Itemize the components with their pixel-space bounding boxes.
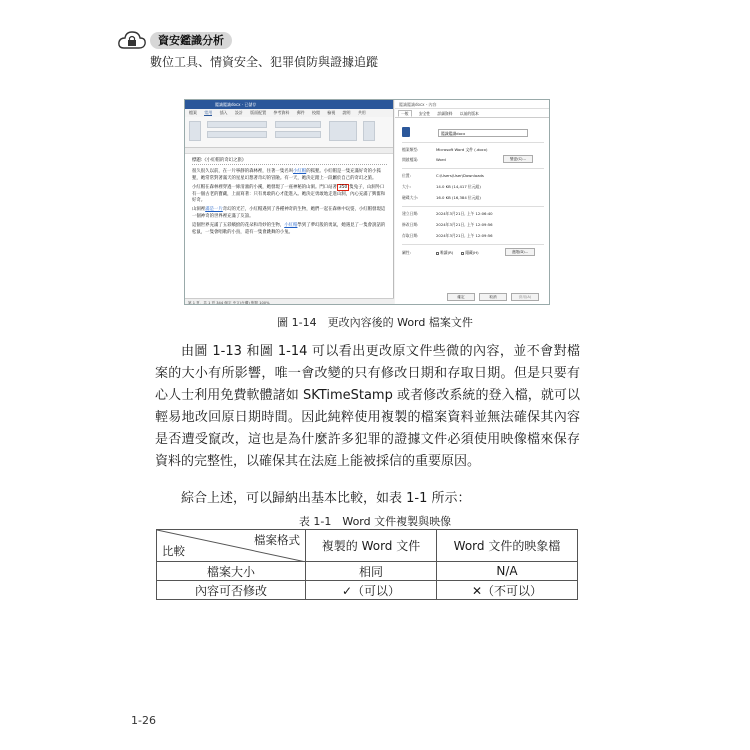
tab-file[interactable]: 檔案 — [189, 110, 197, 115]
tab-security[interactable]: 安全性 — [418, 111, 431, 116]
book-title-chip: 資安鑑識分析 — [150, 32, 232, 49]
figure-caption: 圖 1-14 更改內容後的 Word 檔案文件 — [277, 316, 473, 329]
word-document-page[interactable] — [188, 155, 391, 296]
doc-paragraph: 很久很久以前，在一片寧靜的森林裡，住著一隻名叫小紅帽的狐狸。小紅帽是一隻充滿好奇的小狐狸，她常常對著滿天的星星幻想著奇幻的冒險。有一天，她決定踏上一段屬於自己的奇幻之旅。 — [192, 169, 381, 181]
tab-layout[interactable]: 版面配置 — [250, 110, 267, 115]
table-row — [157, 562, 578, 581]
tab-previous-versions[interactable]: 以前的版本 — [459, 111, 479, 116]
doc-paragraph: 山洞裡滿是一片奇幻的光芒，小紅帽遇到了各種神奇的生物，她們一起在森林中玩耍，小紅帽發現這一個神奇的世界裡充滿了友誼。 — [192, 207, 386, 219]
word-status-bar: 第 1 頁，共 1 頁 344 個字 中文(台灣) 焦點 100% — [185, 298, 394, 305]
alignment-buttons[interactable] — [275, 131, 321, 138]
corner-label-bottom: 比較 — [162, 544, 185, 558]
tab-insert[interactable]: 插入 — [219, 110, 228, 115]
word-ruler — [185, 148, 393, 154]
figure-screenshot — [184, 99, 550, 305]
column-header: Word 文件的映象檔 — [437, 530, 578, 562]
table-row — [157, 581, 578, 600]
paragraph: 由圖 1-13 和圖 1-14 可以看出更改原文件些微的內容，並不會對檔案的大小有所影響，唯一會改變的只有修改日期和存取日期。但是只要有心人士利用免費軟體諸如 SKTimeStamp 或者修改系統的登入檔，就可以輕易地改回原日期時間。因此純粹使用複製的檔案資料並無法確保其內容是否遭受竄改，這也是為什麼許多犯罪的證據文件必須使用映像檔來保存資料的完整性，以確保其在法庭上能被採信的重要原因。 — [155, 344, 580, 469]
word-ribbon-tabs — [185, 109, 393, 117]
hidden-checkbox[interactable] — [461, 252, 464, 255]
word-ribbon — [185, 117, 393, 148]
prop-size: 大小: 14.0 KB (14,417 位元組) — [402, 184, 481, 189]
doc-paragraph: 這個世界充滿了五彩繽紛的花朵和奇妙的生物，小紅帽學到了夢幻般的勇氣，她遇見了一隻會說話的松鼠，一隻會唱歌的小鳥，還有一隻會跳舞的小兔。 — [192, 223, 386, 235]
cancel-button[interactable]: 取消 — [479, 293, 507, 301]
paste-button[interactable] — [189, 121, 201, 141]
divider — [402, 244, 544, 245]
filename-field[interactable]: 鑑識鑑識docx — [438, 129, 528, 137]
prop-accessed: 存取日期: 2024年3月21日, 上午 12:09:56 — [402, 233, 493, 238]
advanced-button[interactable]: 進階(D)... — [505, 248, 535, 256]
table-cell: N/A — [437, 562, 578, 581]
prop-size-on-disk: 磁碟大小: 16.0 KB (16,384 位元組) — [402, 195, 481, 200]
divider — [402, 168, 544, 169]
change-button[interactable]: 變更(C)... — [503, 155, 533, 163]
prop-attributes: 屬性: 唯讀(R) 隱藏(H) — [402, 250, 479, 255]
doc-heading: 標題:《小紅帽的奇幻之旅》 — [192, 158, 387, 165]
paragraph-buttons[interactable] — [275, 121, 321, 128]
tab-home[interactable]: 常用 — [204, 110, 213, 115]
paragraph: 綜合上述，可以歸納出基本比較，如表 1-1 所示： — [181, 491, 471, 506]
tab-help[interactable]: 說明 — [342, 110, 351, 115]
table-corner-cell — [157, 530, 306, 562]
ok-button[interactable]: 確定 — [447, 293, 475, 301]
corner-label-top: 檔案格式 — [254, 533, 300, 547]
tab-design[interactable]: 設計 — [234, 110, 243, 115]
table-caption: 表 1-1 Word 文件複製與映像 — [298, 515, 452, 528]
tab-view[interactable]: 檢視 — [327, 110, 336, 115]
word-title-bar: 鑑識鑑識docx · 已儲存 — [185, 100, 393, 109]
divider — [402, 206, 544, 207]
styles-gallery[interactable] — [329, 121, 357, 141]
tab-review[interactable]: 校閱 — [311, 110, 320, 115]
prop-created: 建立日期: 2024年3月21日, 上午 12:06:40 — [402, 211, 493, 216]
tab-references[interactable]: 參考資料 — [273, 110, 290, 115]
cloud-lock-icon — [117, 29, 147, 53]
tab-general[interactable]: 一般 — [398, 110, 412, 117]
comparison-table — [156, 529, 578, 600]
prop-location: 位置: C:\Users\User\Downloads — [402, 173, 484, 178]
table-cell: ✕（不可以） — [437, 581, 578, 600]
edit-button[interactable] — [363, 121, 375, 141]
share-button[interactable]: 共用 — [357, 110, 366, 115]
font-selector[interactable] — [207, 121, 267, 128]
page-number: 1-26 — [131, 714, 156, 727]
table-cell: ✓（可以） — [306, 581, 437, 600]
divider — [402, 142, 544, 143]
book-subtitle: 數位工具、情資安全、犯罪偵防與證據追蹤 — [150, 55, 379, 69]
word-window — [185, 100, 394, 305]
tab-details[interactable]: 詳細資料 — [437, 111, 453, 116]
doc-paragraph: 小紅帽在森林裡穿過一條清澈的小溪，她發現了一座神秘的山洞。門口站著 350 隻兔子，山洞外口有一個古老的寶藏，上面寫著：只有勇敢的心才能進入。她決定勇敢地走進山洞，內心充滿了興奮和好奇。 — [192, 185, 386, 204]
row-label: 檔案大小 — [157, 562, 306, 581]
properties-dialog — [395, 100, 550, 305]
word-file-icon — [402, 127, 410, 137]
row-label: 內容可否修改 — [157, 581, 306, 600]
table-header-row — [157, 530, 578, 562]
table-cell: 相同 — [306, 562, 437, 581]
edited-highlight: 350 — [338, 185, 348, 191]
body-text — [155, 341, 580, 510]
prop-opens-with: 開啟檔案: Word — [402, 157, 446, 162]
apply-button[interactable]: 套用(A) — [511, 293, 539, 301]
dialog-tabs — [395, 109, 550, 118]
font-format-buttons[interactable] — [207, 131, 267, 138]
prop-modified: 修改日期: 2024年3月21日, 上午 12:09:56 — [402, 222, 493, 227]
tab-mailings[interactable]: 郵件 — [296, 110, 305, 115]
readonly-checkbox[interactable] — [436, 252, 439, 255]
column-header: 複製的 Word 文件 — [306, 530, 437, 562]
dialog-title: 鑑識鑑識docx - 內容 — [395, 100, 550, 109]
prop-type: 檔案類型: Microsoft Word 文件 (.docx) — [402, 147, 488, 152]
